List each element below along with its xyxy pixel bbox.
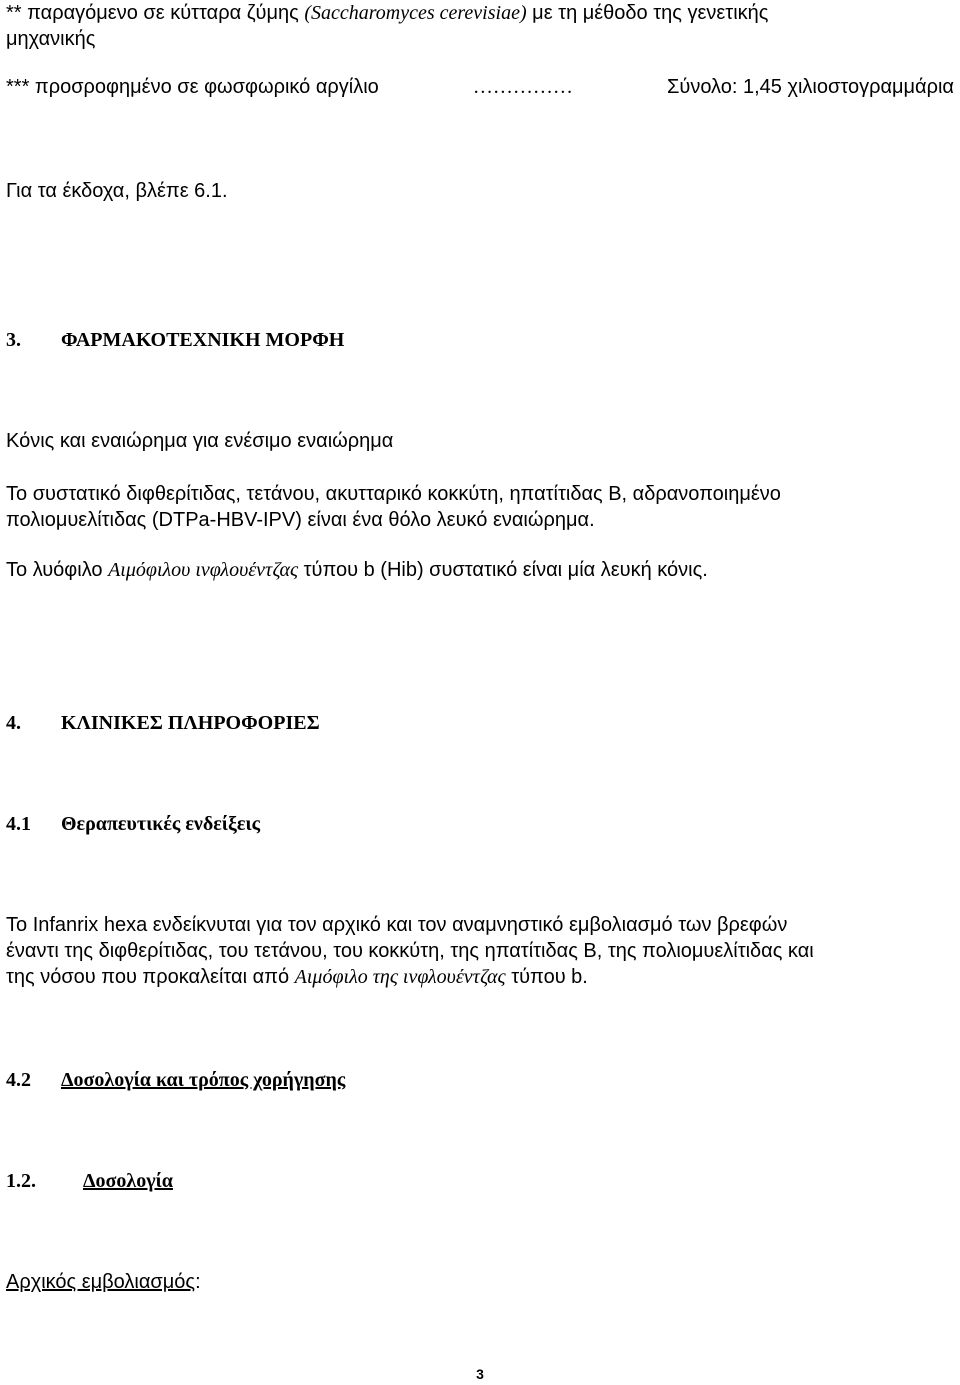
section-4-1-heading: 4.1 Θεραπευτικές ενδείξεις (6, 813, 261, 835)
primary-vaccination-label: Αρχικός εμβολιασμός: (6, 1271, 201, 1293)
footnote-adsorbed: *** προσροφημένο σε φωσφωρικό αργίλιο …………… Σύνολο: 1,45 χιλιοστογραμμάρια (6, 76, 954, 98)
section-3-dtpa-line2: πολιομυελίτιδας (DTPa-HBV-IPV) είναι ένα θόλο λευκό εναιώρημα. (6, 509, 595, 531)
section-4-2-heading: 4.2 Δοσολογία και τρόπος χορήγησης (6, 1069, 346, 1091)
section-1-2-heading: 1.2. Δοσολογία (6, 1170, 173, 1192)
section-3-hib: Το λυόφιλο Αιμόφιλου ινφλουέντζας τύπου b (Hib) συστατικό είναι μία λευκή κόνις. (6, 559, 708, 581)
section-3-dtpa-line1: Το συστατικό διφθερίτιδας, τετάνου, ακυτταρικό κοκκύτη, ηπατίτιδας Β, αδρανοποιημένο (6, 483, 781, 505)
section-3-heading: 3. ΦΑΡΜΑΚΟΤΕΧΝΙΚΗ ΜΟΡΦΗ (6, 329, 345, 351)
section-4-1-line3: της νόσου που προκαλείται από Αιμόφιλο της ινφλουέντζας τύπου b. (6, 966, 588, 988)
section-4-1-line1: Το Infanrix hexa ενδείκνυται για τον αρχικό και τον αναμνηστικό εμβολιασμό των βρεφών (6, 914, 788, 936)
section-3-form: Κόνις και εναιώρημα για ενέσιμο εναιώρημα (6, 430, 394, 452)
page-number: 3 (476, 1366, 484, 1382)
section-4-heading: 4. ΚΛΙΝΙΚΕΣ ΠΛΗΡΟΦΟΡΙΕΣ (6, 712, 320, 734)
section-4-1-line2: έναντι της διφθερίτιδας, του τετάνου, του κοκκύτη, της ηπατίτιδας Β, της πολιομυελίτιδας και (6, 940, 814, 962)
footnote-yeast-continued: μηχανικής (6, 28, 96, 50)
footnote-yeast: ** παραγόμενο σε κύτταρα ζύμης (Saccharomyces cerevisiae) με τη μέθοδο της γενετικής (6, 2, 769, 24)
excipients-note: Για τα έκδοχα, βλέπε 6.1. (6, 180, 228, 202)
